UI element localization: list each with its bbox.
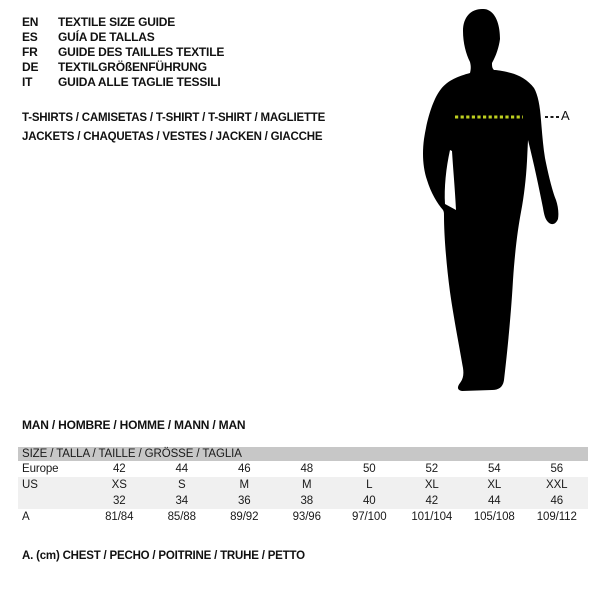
size-table [18, 447, 588, 525]
cell: 46 [237, 463, 251, 475]
cell: 48 [300, 463, 314, 475]
cell: 32 [112, 495, 126, 507]
cell: M [239, 479, 249, 491]
cell: 56 [550, 463, 564, 475]
measure-label-a: A [561, 108, 570, 123]
language-title: GUÍA DE TALLAS [58, 30, 155, 44]
cell: 34 [175, 495, 189, 507]
language-title: GUIDE DES TAILLES TEXTILE [58, 45, 225, 59]
cell: 93/96 [292, 511, 321, 523]
cell: 50 [362, 463, 376, 475]
cell: 81/84 [105, 511, 134, 523]
cell: 42 [425, 495, 439, 507]
table-row-us-letter [18, 477, 588, 493]
measurement-note: A. (cm) CHEST / PECHO / POITRINE / TRUHE / PETTO [22, 550, 305, 562]
language-row [22, 60, 224, 75]
language-row [22, 30, 224, 45]
cell: 46 [550, 495, 564, 507]
cell: 101/104 [411, 511, 453, 523]
man-silhouette-figure [400, 0, 600, 410]
cell: 52 [425, 463, 439, 475]
language-row [22, 15, 224, 30]
cell: 42 [112, 463, 126, 475]
language-code: IT [22, 75, 33, 89]
language-list [22, 15, 224, 90]
language-row [22, 45, 224, 60]
cell: 44 [175, 463, 189, 475]
row-label: A [22, 511, 30, 523]
cell: S [177, 479, 186, 491]
man-silhouette-svg [400, 0, 600, 410]
row-label: US [22, 479, 38, 491]
cell: 38 [300, 495, 314, 507]
row-label [18, 493, 88, 509]
cell: 36 [237, 495, 251, 507]
cell: XXL [546, 479, 568, 491]
cell: XS [111, 479, 127, 491]
cell: 44 [487, 495, 501, 507]
size-table-header: SIZE / TALLA / TAILLE / GRÖSSE / TAGLIA [18, 447, 588, 461]
cell: XL [487, 479, 502, 491]
table-row-us-numeric [18, 493, 588, 509]
language-code: FR [22, 45, 38, 59]
language-title: TEXTILE SIZE GUIDE [58, 15, 176, 29]
table-row-europe [18, 461, 588, 477]
language-code: DE [22, 60, 39, 74]
cell: 85/88 [167, 511, 196, 523]
cell: 54 [487, 463, 501, 475]
category-line-jackets: JACKETS / CHAQUETAS / VESTES / JACKEN / GIACCHE [22, 131, 323, 143]
cell: 105/108 [473, 511, 515, 523]
gender-heading: MAN / HOMBRE / HOMME / MANN / MAN [22, 418, 246, 432]
language-code: ES [22, 30, 38, 44]
table-row-chest-a [18, 509, 588, 525]
row-label: Europe [22, 463, 59, 475]
cell: 89/92 [230, 511, 259, 523]
cell: 97/100 [351, 511, 387, 523]
language-code: EN [22, 15, 39, 29]
cell: L [366, 479, 373, 491]
category-line-tshirts: T-SHIRTS / CAMISETAS / T-SHIRT / T-SHIRT / MAGLIETTE [22, 112, 326, 124]
language-row [22, 75, 224, 90]
cell: 109/112 [536, 511, 577, 523]
cell: M [302, 479, 312, 491]
man-silhouette-shape [423, 9, 558, 391]
language-title: GUIDA ALLE TAGLIE TESSILI [58, 75, 221, 89]
cell: XL [424, 479, 439, 491]
cell: 40 [362, 495, 376, 507]
language-title: TEXTILGRÖßENFÜHRUNG [58, 60, 207, 74]
